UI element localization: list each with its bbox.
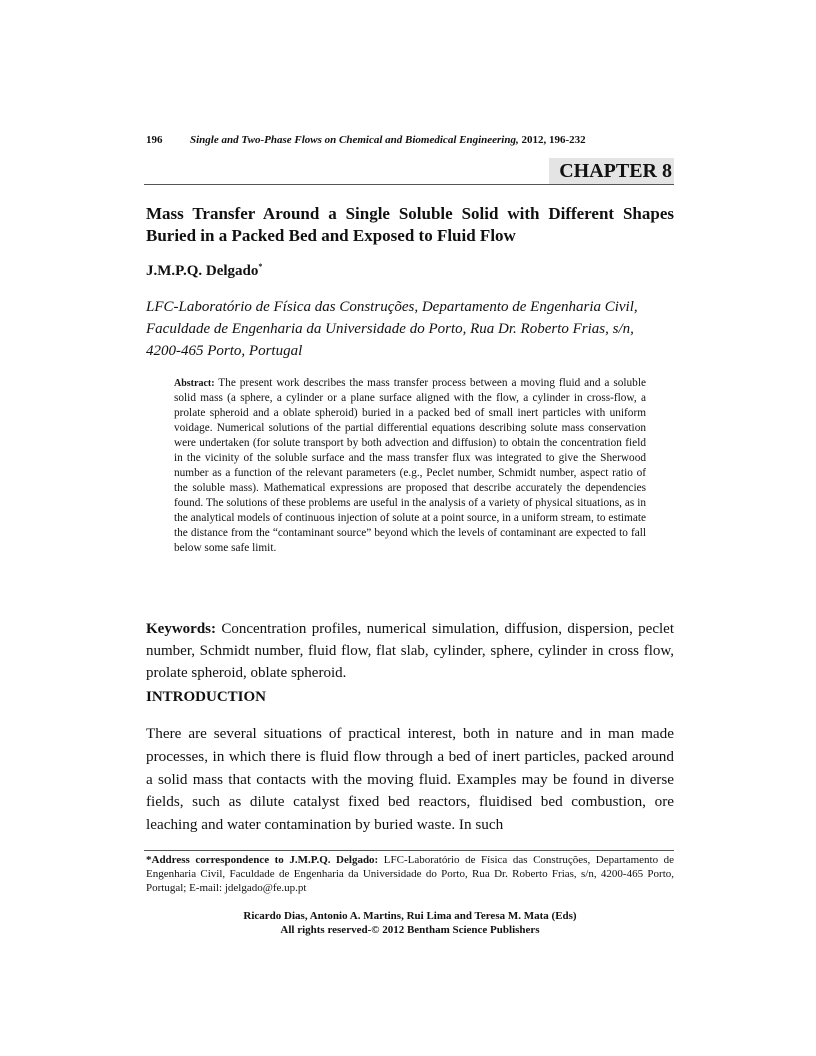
footer-rights: All rights reserved-© 2012 Bentham Science Publishers: [280, 924, 540, 936]
keywords-label: Keywords:: [146, 621, 216, 637]
abstract: [174, 376, 646, 556]
journal-title: Single and Two-Phase Flows on Chemical and Biomedical Engineering,: [190, 134, 519, 146]
affiliation: [146, 296, 674, 362]
affiliation-line: LFC-Laboratório de Física das Construções, Departamento de Engenharia Civil,: [146, 299, 638, 315]
affiliation-line: Faculdade de Engenharia da Universidade do Porto, Rua Dr. Roberto Frias, s/n,: [146, 321, 634, 337]
author: [146, 262, 262, 280]
keywords: [146, 618, 674, 684]
page-footer: [146, 909, 674, 937]
chapter-rule: [144, 184, 674, 185]
journal-year-pages: 2012, 196-232: [518, 134, 586, 146]
intro-paragraph: There are several situations of practical interest, both in nature and in man made processes, in which there is fluid flow through a bed of inert particles, packed around a solid mass that contacts with the moving fluid. Examples may be found in diverse fields, such as dilute catalyst fixed bed reactors, fluidised bed combustion, ore leaching and water contamination by buried waste. In such: [146, 725, 674, 834]
footnote-text: LFC-Laboratório de Física das Construções, Departamento de Engenharia Civil, Faculdade de Engenharia da Universidade do Porto, Rua Dr. Roberto Frias, s/n, 4200-465 Porto, Portugal; E-mail: jdelgado@fe.up.pt: [146, 854, 675, 894]
abstract-label: Abstract:: [174, 378, 215, 389]
footnote-rule: [144, 850, 674, 851]
chapter-heading: [144, 158, 674, 185]
keywords-text: Concentration profiles, numerical simulation, diffusion, dispersion, peclet number, Schmidt number, fluid flow, flat slab, cylinder, sphere, cylinder in cross flow, prolate spheroid, oblate spheroid.: [146, 621, 674, 681]
footnote-label: *Address correspondence to J.M.P.Q. Delgado:: [146, 854, 379, 866]
paper-title: Mass Transfer Around a Single Soluble Solid with Different Shapes Buried in a Packed Bed and Exposed to Fluid Flow: [146, 204, 674, 245]
footer-editors: Ricardo Dias, Antonio A. Martins, Rui Lima and Teresa M. Mata (Eds): [243, 910, 577, 922]
author-mark: *: [258, 262, 263, 271]
section-heading: INTRODUCTION: [146, 689, 267, 705]
abstract-text: The present work describes the mass transfer process between a moving fluid and a soluble solid mass (a sphere, a cylinder or a plane surface aligned with the flow, a cylinder in cross-flow, a prolate spheroid and a oblate spheroid) buried in a packed bed of small inert particles with uniform voidage. Numerical solutions of the partial differential equations describing solute mass conservation were undertaken (for solute transport by both advection and diffusion) to obtain the concentration field in the vicinity of the soluble surface and the mass transfer flux was integrated to give the Sherwood number as a function of the relevant parameters (e.g., Peclet number, Schmidt number, aspect ratio of the soluble mass). Mathematical expressions are proposed that describe accurately the dependencies found. The solutions of these problems are useful in the analysis of a variety of physical situations, as in the analytical models of continuous injection of solute at a point source, in a uniform stream, to estimate the distance from the “contaminant source” beyond which the levels of contaminant are expected to fall below some safe limit.: [174, 377, 646, 554]
author-name: J.M.P.Q. Delgado: [146, 263, 259, 279]
affiliation-line: 4200-465 Porto, Portugal: [146, 343, 303, 359]
page-number: 196: [146, 134, 163, 146]
chapter-label: CHAPTER 8: [549, 158, 674, 184]
running-header: [146, 134, 674, 146]
footnote: [146, 853, 674, 895]
